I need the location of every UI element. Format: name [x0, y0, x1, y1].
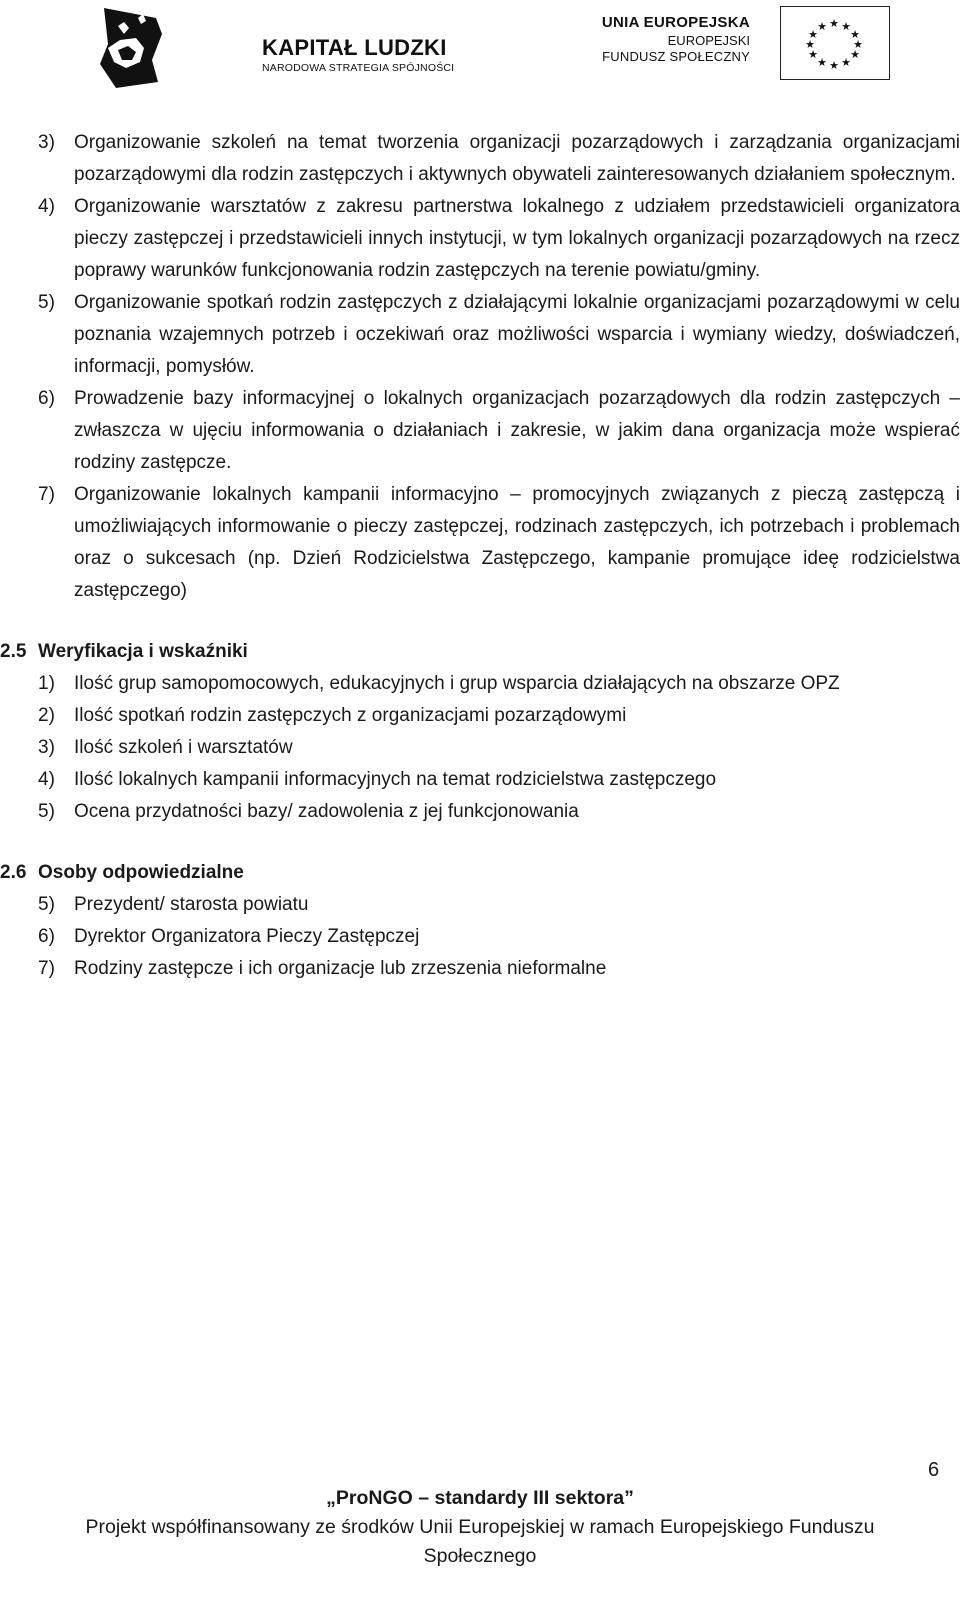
list-item — [38, 479, 960, 607]
list-item — [38, 889, 960, 921]
kapital-ludzki-title: KAPITAŁ LUDZKI — [262, 35, 447, 60]
eu-line-3: FUNDUSZ SPOŁECZNY — [602, 49, 750, 64]
svg-text:★: ★ — [841, 56, 851, 69]
list-item-text: Organizowanie warsztatów z zakresu partnerstwa lokalnego z udziałem przedstawicieli organizatora pieczy zastępczej i przedstawicieli innych instytucji, w tym lokalnych organizacji pozarządowych na rzecz poprawy warunków funkcjonowania rodzin zastępczych na terenie powiatu/gminy. — [74, 196, 960, 281]
list-item-number: 6) — [38, 388, 55, 409]
list-item-number: 3) — [38, 132, 55, 153]
page-number: 6 — [928, 1459, 940, 1481]
svg-text:★: ★ — [808, 48, 818, 61]
svg-text:★: ★ — [850, 28, 860, 41]
list-item — [38, 796, 960, 828]
footer-cofinancing-line-2: Społecznego — [423, 1545, 537, 1567]
kapital-ludzki-emblem-icon — [96, 4, 166, 90]
list-item-text: Ilość spotkań rodzin zastępczych z organizacjami pozarządowymi — [74, 705, 627, 726]
list-item — [38, 921, 960, 953]
section-2-6-heading — [0, 857, 960, 889]
list-item-text: Prezydent/ starosta powiatu — [74, 894, 309, 915]
svg-text:★: ★ — [817, 56, 827, 69]
list-item-text: Organizowanie szkoleń na temat tworzenia organizacji pozarządowych i zarządzania organizacjami pozarządowymi dla rodzin zastępczych i aktywnych obywateli zainteresowanych działaniem społecznym. — [74, 132, 960, 185]
list-item-text: Dyrektor Organizatora Pieczy Zastępczej — [74, 926, 420, 947]
section-2-5-heading — [0, 636, 960, 668]
kapital-ludzki-subtitle: NARODOWA STRATEGIA SPÓJNOŚCI — [262, 62, 455, 74]
page-footer — [0, 1484, 960, 1571]
list-item-text: Organizowanie lokalnych kampanii informacyjno – promocyjnych związanych z pieczą zastępczą i umożliwiających informowanie o pieczy zastępczej, rodzinach zastępczych, ich potrzebach i problemach oraz o sukcesach (np. Dzień Rodzicielstwa Zastępczego, kampanie promujące ideę rodzicielstwa zastępczego) — [74, 484, 960, 601]
eu-stars-icon — [781, 7, 888, 78]
eu-label — [602, 14, 750, 64]
list-item — [38, 668, 960, 700]
list-item-text: Ilość lokalnych kampanii informacyjnych na temat rodzicielstwa zastępczego — [74, 769, 717, 790]
svg-text:★: ★ — [829, 59, 839, 72]
responsible-persons-list — [38, 889, 960, 985]
svg-text:★: ★ — [808, 28, 818, 41]
list-item-number: 5) — [38, 894, 55, 915]
list-item-text: Prowadzenie bazy informacyjnej o lokalnych organizacjach pozarządowych dla rodzin zastępczych – zwłaszcza w ujęciu informowania o działaniach i zakresie, w jakim dana organizacja może wspierać rodziny zastępcze. — [74, 388, 960, 473]
eu-line-2: EUROPEJSKI — [667, 33, 750, 48]
list-item-text: Ilość grup samopomocowych, edukacyjnych i grup wsparcia działających na obszarze OPZ — [74, 673, 840, 694]
list-item-text: Rodziny zastępcze i ich organizacje lub zrzeszenia nieformalne — [74, 958, 607, 979]
svg-text:★: ★ — [850, 48, 860, 61]
section-title: Osoby odpowiedzialne — [38, 862, 244, 883]
list-item — [38, 953, 960, 985]
section-number: 2.6 — [0, 862, 27, 883]
list-item-number: 4) — [38, 196, 55, 217]
list-item-number: 5) — [38, 801, 55, 822]
document-body — [0, 127, 960, 985]
list-item-text: Ilość szkoleń i warsztatów — [74, 737, 293, 758]
section-title: Weryfikacja i wskaźniki — [38, 641, 248, 662]
section-number: 2.5 — [0, 641, 27, 662]
indicators-list — [38, 668, 960, 828]
footer-project-name: „ProNGO – standardy III sektora” — [326, 1487, 634, 1509]
svg-text:★: ★ — [817, 20, 827, 33]
list-item — [38, 764, 960, 796]
eu-line-1: UNIA EUROPEJSKA — [601, 14, 750, 31]
list-item-number: 4) — [38, 769, 55, 790]
activities-list — [38, 127, 960, 607]
list-item-number: 6) — [38, 926, 55, 947]
svg-text:★: ★ — [829, 17, 839, 30]
list-item — [38, 732, 960, 764]
list-item-text: Organizowanie spotkań rodzin zastępczych z działającymi lokalnie organizacjami pozarządowymi w celu poznania wzajemnych potrzeb i oczekiwań oraz możliwości wsparcia i wymiany wiedzy, doświadczeń, informacji, pomysłów. — [74, 292, 960, 377]
footer-cofinancing-line: Projekt współfinansowany ze środków Unii Europejskiej w ramach Europejskiego Funduszu — [85, 1516, 875, 1538]
list-item — [38, 191, 960, 287]
list-item-number: 1) — [38, 673, 55, 694]
list-item-number: 5) — [38, 292, 55, 313]
list-item — [38, 127, 960, 191]
list-item — [38, 383, 960, 479]
eu-flag-logo — [780, 6, 890, 80]
svg-text:★: ★ — [853, 38, 863, 51]
list-item-number: 7) — [38, 484, 55, 505]
list-item-number: 3) — [38, 737, 55, 758]
list-item — [38, 287, 960, 383]
svg-text:★: ★ — [841, 20, 851, 33]
list-item-number: 7) — [38, 958, 55, 979]
list-item-number: 2) — [38, 705, 55, 726]
list-item — [38, 700, 960, 732]
list-item-text: Ocena przydatności bazy/ zadowolenia z jej funkcjonowania — [74, 801, 579, 822]
kapital-ludzki-logo — [96, 4, 455, 90]
page-header — [0, 0, 960, 100]
svg-text:★: ★ — [805, 38, 815, 51]
